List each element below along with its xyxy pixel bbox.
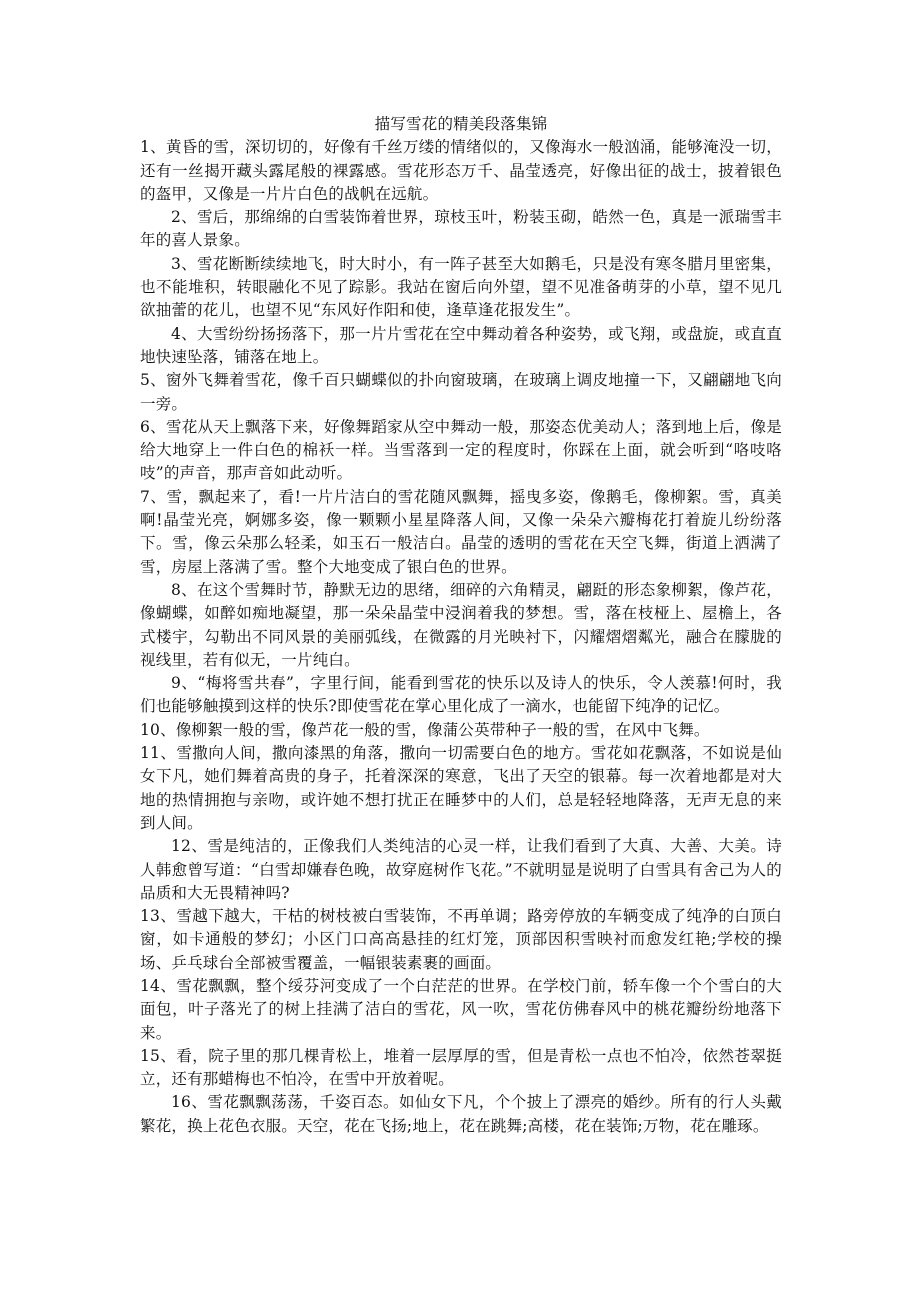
paragraph-16: 16、雪花飘飘荡荡，千姿百态。如仙女下凡，个个披上了漂亮的婚纱。所有的行人头戴繁花，换上花色衣服。天空，花在飞扬;地上，花在跳舞;高楼，花在装饰;万物，花在雕琢。 bbox=[140, 1093, 782, 1135]
paragraph-12: 12、雪是纯洁的，正像我们人类纯洁的心灵一样，让我们看到了大真、大善、大美。诗人韩愈曾写道：“白雪却嫌春色晚，故穿庭树作飞花。”不就明显是说明了白雪具有舍己为人的品质和大无畏精神吗? bbox=[140, 837, 782, 902]
paragraph-11: 11、雪撒向人间，撒向漆黑的角落，撒向一切需要白色的地方。雪花如花飘落，不如说是仙女下凡，她们舞着高贵的身子，托着深深的寒意，飞出了天空的银幕。每一次着地都是对大地的热情拥抱与亲吻，或许她不想打扰正在睡梦中的人们，总是轻轻地降落，无声无息的来到人间。 bbox=[140, 744, 782, 832]
paragraph-2: 2、雪后，那绵绵的白雪装饰着世界，琼枝玉叶，粉装玉砌，皓然一色，真是一派瑞雪丰年的喜人景象。 bbox=[140, 208, 782, 250]
paragraph-6: 6、雪花从天上飘落下来，好像舞蹈家从空中舞动一般，那姿态优美动人；落到地上后，像是给大地穿上一件白色的棉袄一样。当雪落到一定的程度时，你踩在上面，就会听到“咯吱咯吱”的声音，那声音如此动听。 bbox=[140, 417, 782, 483]
document-page bbox=[140, 99, 782, 1138]
document-title: 描写雪花的精美段落集锦 bbox=[374, 115, 548, 133]
paragraph-13: 13、雪越下越大，干枯的树枝被白雪装饰，不再单调；路旁停放的车辆变成了纯净的白顶白窗，如卡通般的梦幻；小区门口高高悬挂的红灯笼，顶部因积雪映衬而愈发红艳;学校的操场、乒乓球台全部被雪覆盖，一幅银装素裹的画面。 bbox=[140, 907, 782, 972]
paragraph-7: 7、雪，飘起来了，看!一片片洁白的雪花随风飘舞，摇曳多姿，像鹅毛，像柳絮。雪，真美啊!晶莹光亮，婀娜多姿，像一颗颗小星星降落人间，又像一朵朵六瓣梅花打着旋儿纷纷落下。雪，像云朵那么轻柔，如玉石一般洁白。晶莹的透明的雪花在天空飞舞，街道上洒满了雪，房屋上落满了雪。整个大地变成了银白色的世界。 bbox=[140, 487, 782, 576]
paragraph-8: 8、在这个雪舞时节，静默无边的思绪，细碎的六角精灵，翩跹的形态象柳絮，像芦花，像蝴蝶，如醉如痴地凝望，那一朵朵晶莹中浸润着我的梦想。雪，落在枝桠上、屋檐上，各式楼宇，勾勒出不同风景的美丽弧线，在微露的月光映衬下，闪耀熠熠粼光，融合在朦胧的视线里，若有似无，一片纯白。 bbox=[140, 580, 782, 669]
paragraph-5: 5、窗外飞舞着雪花，像千百只蝴蝶似的扑向窗玻璃，在玻璃上调皮地撞一下，又翩翩地飞向一旁。 bbox=[140, 371, 782, 413]
paragraph-3: 3、雪花断断续续地飞，时大时小，有一阵子甚至大如鹅毛，只是没有寒冬腊月里密集，也不能堆积，转眼融化不见了踪影。我站在窗后向外望，望不见准备萌芽的小草，望不见几欲抽蕾的花儿，也望不见“东风好作阳和使，逢草逢花报发生”。 bbox=[140, 254, 782, 320]
paragraph-9: 9、“梅将雪共春”，字里行间，能看到雪花的快乐以及诗人的快乐，令人羡慕!何时，我们也能够触摸到这样的快乐?即使雪花在掌心里化成了一滴水，也能留下纯净的记忆。 bbox=[140, 674, 782, 716]
paragraph-15: 15、看，院子里的那几棵青松上，堆着一层厚厚的雪，但是青松一点也不怕冷，依然苍翠挺立，还有那蜡梅也不怕冷，在雪中开放着呢。 bbox=[140, 1046, 782, 1089]
paragraph-10: 10、像柳絮一般的雪，像芦花一般的雪，像蒲公英带种子一般的雪，在风中飞舞。 bbox=[140, 720, 710, 739]
paragraph-1: 1、黄昏的雪，深切切的，好像有千丝万缕的情绪似的，又像海水一般汹涌，能够淹没一切，还有一丝揭开藏头露尾般的裸露感。雪花形态万千、晶莹透亮，好像出征的战士，披着银色的盔甲，又像是一片片白色的战帆在远航。 bbox=[140, 138, 782, 203]
paragraph-14: 14、雪花飘飘，整个绥芬河变成了一个白茫茫的世界。在学校门前，轿车像一个个雪白的大面包，叶子落光了的树上挂满了洁白的雪花，风一吹，雪花仿佛春风中的桃花瓣纷纷地落下来。 bbox=[140, 976, 782, 1042]
paragraph-4: 4、大雪纷纷扬扬落下，那一片片雪花在空中舞动着各种姿势，或飞翔，或盘旋，或直直地快速坠落，铺落在地上。 bbox=[140, 324, 782, 366]
